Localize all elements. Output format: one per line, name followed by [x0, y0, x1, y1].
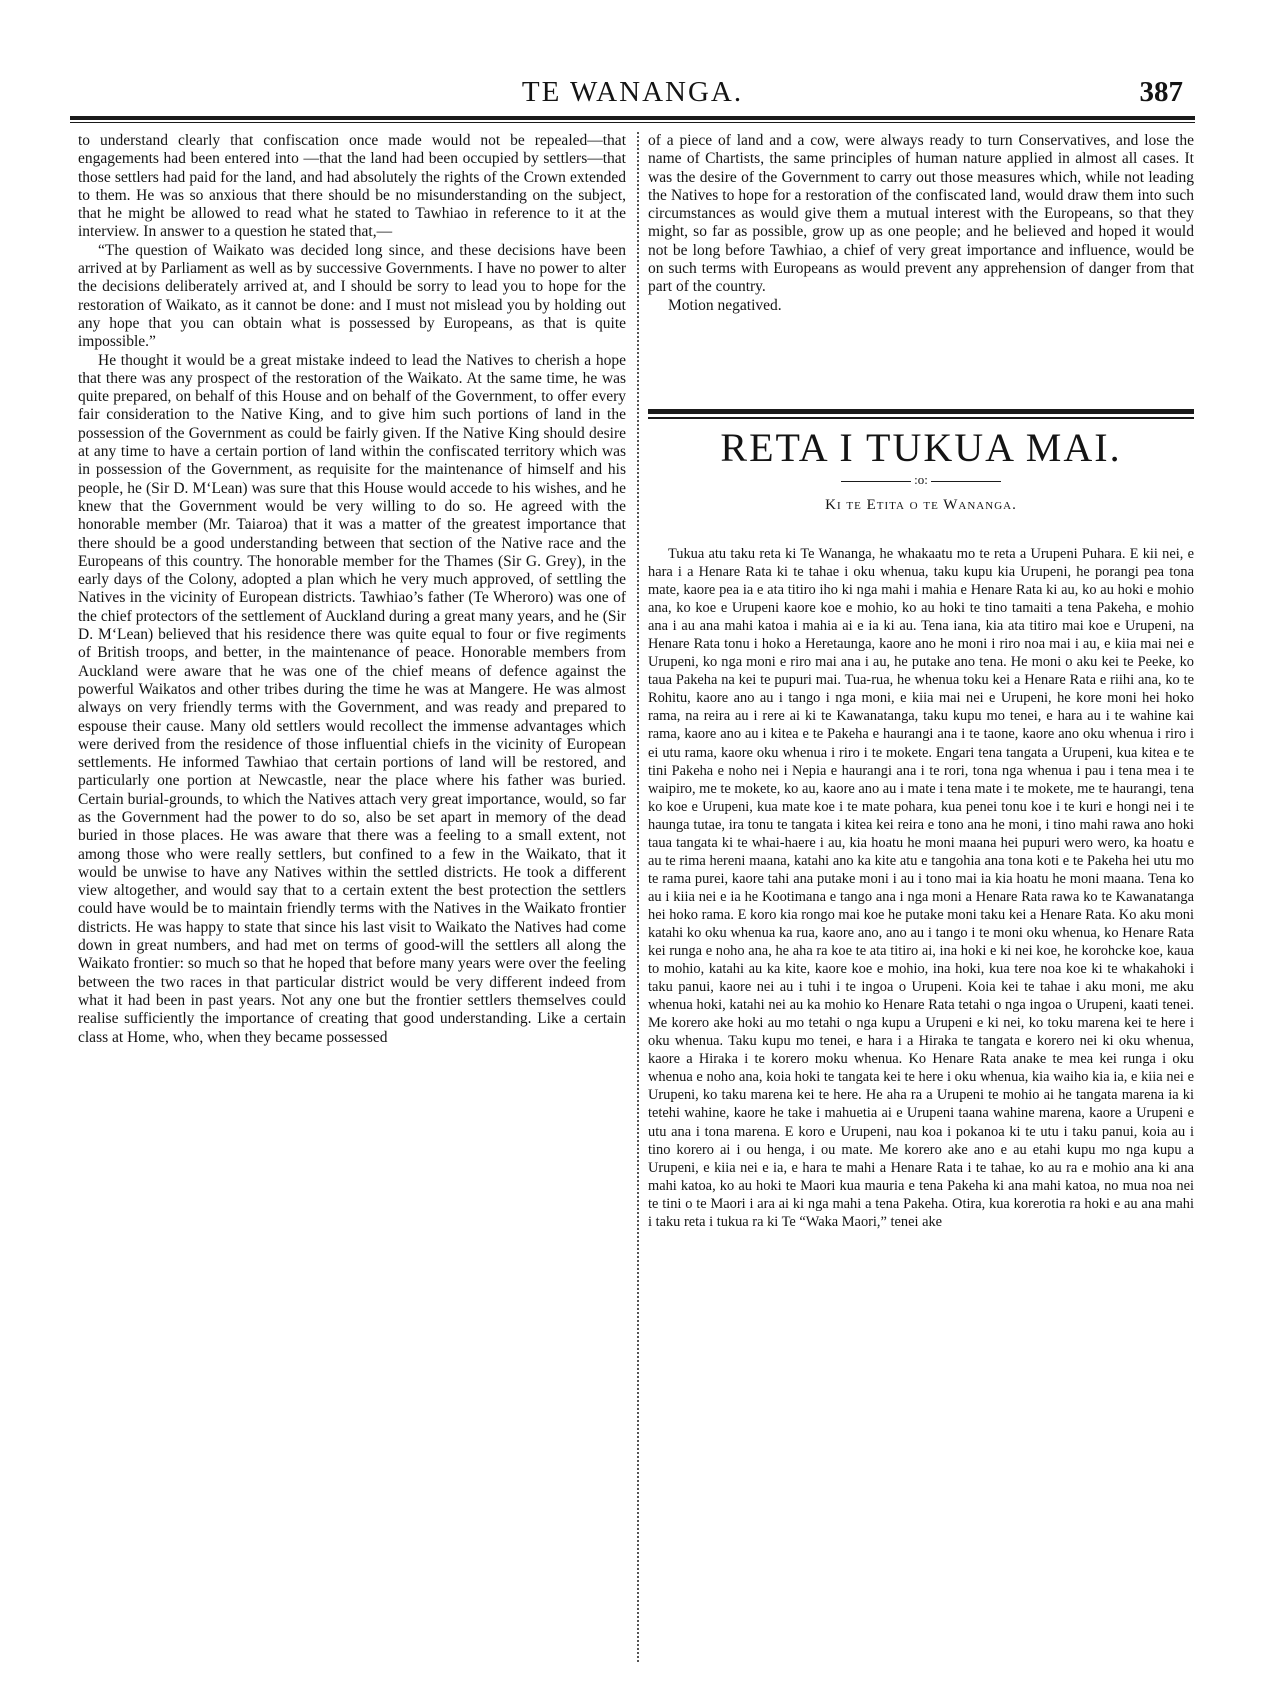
right-column-continuation — [648, 132, 1194, 315]
ornament-dash-right — [931, 481, 1001, 482]
ornament-dash-left — [841, 481, 911, 482]
letter-salutation: Ki te Etita o te Wananga. — [825, 497, 1017, 513]
header-rule-thick — [70, 116, 1195, 120]
left-paragraph-2: He thought it would be a great mistake indeed to lead the Natives to cherish a hope that there was any prospect of the restoration of the Waikato. At the same time, he was quite prepared, on behalf of this House and on behalf of the Government, to offer every fair consideration to the Native King, and to give him such portions of land in the possession of the Government as could be fairly given. If the Native King should desire at any time to have a certain portion of land within the confiscated territory which was in possession of the Government, as requisite for the maintenance of himself and his people, he (Sir D. M‘Lean) was sure that this House would accede to his wishes, and he knew that the Government would be very willing to do so. He agreed with the honorable member (Mr. Taiaroa) that it was a matter of the greatest importance that there should be a good understanding between that section of the Native race and the Europeans of this country. The honorable member for the Thames (Sir G. Grey), in the early days of the Colony, adopted a plan which he very much approved, of settling the Natives in the vicinity of European districts. Tawhiao’s father (Te Wheroro) was one of the chief protectors of the settlement of Auckland during a great many years, and he (Sir D. M‘Lean) believed that his residence there was quite equal to four or five regiments of British troops, and better, in the maintenance of peace. Honorable members from Auckland were aware that he was one of the chief means of defence against the powerful Waikatos and other tribes during the time he was at Mangere. He was almost always on very friendly terms with the Government, and was ready and prepared to espouse their cause. Many old settlers would recollect the immense advantages which were derived from the residence of those influential chiefs in the vicinity of European settlements. He informed Tawhiao that certain portions of land will be restored, and particularly one portion at Newcastle, near the place where his father was buried. Certain burial-grounds, to which the Natives attach very great importance, would, so far as the Government had the power to do so, also be set apart in memory of the dead buried in those places. He was aware that there was a feeling to a small extent, not among those who were really settlers, but confined to a few in the Waikato, that it would be unwise to have any Natives within the settled districts. He took a different view altogether, and would say that to a certain extent the best protection the settlers could have would be to maintain friendly terms with the Natives in the Waikato frontier districts. He was happy to state that since his last visit to Waikato the Natives had come down in great numbers, and had met on terms of good-will the settlers all along the Waikato frontier: so much so that he hoped that before many years were over the feeling between the two races in that particular district would be very different indeed from what it had been in past years. Not any one but the frontier settlers themselves could realise sufficiently the importance of creating that good understanding. Like a certain class at Home, who, when they became possessed — [78, 351, 626, 1046]
page-number: 387 — [1139, 76, 1183, 108]
motion-result: Motion negatived. — [668, 296, 782, 314]
left-column — [78, 132, 626, 1047]
section-rule-thin — [648, 417, 1194, 419]
letter-heading: RETA I TUKUA MAI. — [720, 425, 1122, 470]
tawhiao-quote: “The question of Waikato was decided long since, and these decisions have been arrived at by Parliament as well as by successive Governments. I have no power to alter the decisions deliberately arrived at, and I should be sorry to lead you to hope for the restoration of Waikato, as it cannot be done: and I must not mislead you by holding out any hope that you can obtain what is possessed by Europeans, as that is quite impossible.” — [78, 241, 626, 351]
letter-body-column — [648, 545, 1194, 1231]
letter-body: Tukua atu taku reta ki Te Wananga, he whakaatu mo te reta a Urupeni Puhara. E kii nei, e hara i a Henare Rata ki te tahae i oku whenua, taku kupu kia Urupeni, he porangi pea tona mate, kaore pea ia e ata titiro iho ki nga mahi i mahia e Henare Rata ki au, ko au hoki e mohio ana, ko koe e Urupeni kaore koe e mohio, ko au hoki te tino tamaiti a tena Pakeha, e mohio ana i au ana mahi katoa i mahia ai e ia ki au. Tena iana, kia ata titiro mai koe e Urupeni, na Henare Rata tonu i hoko a Heretaunga, kaore ano he moni i riro noa mai i au, e kiia mai nei e Urupeni, ko nga moni e riro mai ana i au, he putake ano tena. He moni o aku kei te Peeke, ko taua Pakeha na kei te pupuri mai. Tua-rua, he whenua toku kei a Henare Rata e riihi ana, ko te Rohitu, kaore ano au i tango i nga moni, e kiia mai nei e Urupeni, he kore moni hei hoko rama, na reira au i rere ai ki te Kawanatanga, taku kupu mo tenei, e hara au i te wahine kai rama, kaore ano au i kitea e te Pakeha e haurangi ana i te taone, kaore ano oku whenua i riro i ei utu rama, kaore oku whenua i riro i te mokete. Engari tena tangata a Urupeni, kua kitea e te tini Pakeha e noho nei i Nepia e haurangi ana i te rori, tona nga whenua i pau i tena mea i te waipiro, me te mokete, ko au, kaore ano au i mate i tena mate i te mokete, me te haurangi, tena ko koe e Urupeni, kua mate koe i te mate pohara, kua penei tonu koe i te kuri e hongi nei i te haunga tutae, ira tonu te tangata i kitea kei reira e tono ana he moni, i tino mahi rawa ano hoki taua tangata ki te whai-haere i au, kia hoatu he moni maana hei pupuri wero wero, ka hoatu e au te rima hereni maana, katahi ano ka kite atu e tangohia ana tona koti e te Pakeha hei utu mo te rama purei, kaore tahi ana putake moni i au i tono mai ia kia hoatu he moni maana. Tena ko au i kiia nei e ia he Kootimana e tango ana i nga moni a Henare Rata rawa ko te Kawanatanga hei hoko rama. E koro kia rongo mai koe he putake moni taku kei a Henare Rata. Ko aku moni katahi ko oku whenua ka rua, kaore ano, ano au i tango i te moni oku whenua, ko Henare Rata kei runga e noho ana, he aha ra koe te ata titiro ai, ina hoki e ki nei koe, he korohcke koe, kaua to mohio, katahi au ka kite, kaore koe e mohio, ina hoki, kua tere noa koe ki te whakahoki i taku panui, kaore nei au i tuhi i te ingoa o Urupeni. Koia kei te tahae i aku moni, me aku whenua hoki, katahi nei au ka mohio ko Henare Rata tetahi o nga ingoa o Urupeni, kaati tenei. Me korero ake hoki au mo tetahi o nga kupu a Urupeni e ki nei, ko toku marena kei te here i oku whenua. Taku kupu mo tenei, e hara i a Hiraka te tangata e korero nei ki oku whenua, kaore a Hiraka i te korero moku whenua. Ko Henare Rata anake te mea kei runga i oku whenua e noho ana, koia hoki te tangata kei te here i oku whenua, kia waiho kia ia, e kiia nei e Urupeni, ko taku marena kei te here. He aha ra a Urupeni te mohio ai he tangata marena ia ki tetehi wahine, kaore he take i mahuetia ai e Urupeni taana wahine marena, kaore a Urupeni e utu ana i tona marena. E koro e Urupeni, nau koa i pokanoa ki te utu i taku panui, koia au i tino korero ai i ou henga, i ou mate. Me korero ake ano e au etahi kupu mo nga kupu a Urupeni, e kiia nei e ia, e hara te mahi a Henare Rata i te tahae, ko au ra e mohio ana ki ana mahi katoa, ko au hoki te Maori kua mauria e tena Pakeha ki ana mahi katoa, no mua noa nei te tini o te Maori i ara ai ki nga mahi a tena Pakeha. Otira, kua korerotia ra hoki e au ana mahi i taku reta i tukua ra ki Te “Waka Maori,” tenei ake — [648, 546, 1194, 1230]
header-rule-thin — [70, 122, 1195, 123]
column-divider — [637, 132, 639, 1662]
right-paragraph-1: of a piece of land and a cow, were always ready to turn Conservatives, and lose the name of Chartists, the same principles of human nature applied in almost all cases. It was the desire of the Government to carry out those measures which, while not leading the Natives to hope for a restoration of the confiscated land, would draw them into such circumstances as would give them a mutual interest with the Europeans, so that they might, so far as possible, grow up as one people; and he believed and hoped it would not be long before Tawhiao, a chief of very great importance and influence, would be on such terms with Europeans as would prevent any apprehension of danger from that part of the country. — [648, 132, 1194, 296]
left-paragraph-1: to understand clearly that confiscation once made would not be repealed—that engagements had been entered into —that the land had been occupied by settlers—that those settlers had paid for the land, and had absolutely the rights of the Crown extended to them. He was so anxious that there should be no misunderstanding on the subject, that he might be allowed to read what he stated to Tawhiao in reference to it at the interview. In answer to a question he stated that,— — [78, 132, 626, 241]
section-rule-thick — [648, 409, 1194, 414]
running-head — [70, 76, 1195, 112]
running-title: TE WANANGA. — [521, 76, 744, 108]
ornament-mark: :o: — [914, 472, 928, 487]
heading-ornament — [648, 471, 1194, 489]
